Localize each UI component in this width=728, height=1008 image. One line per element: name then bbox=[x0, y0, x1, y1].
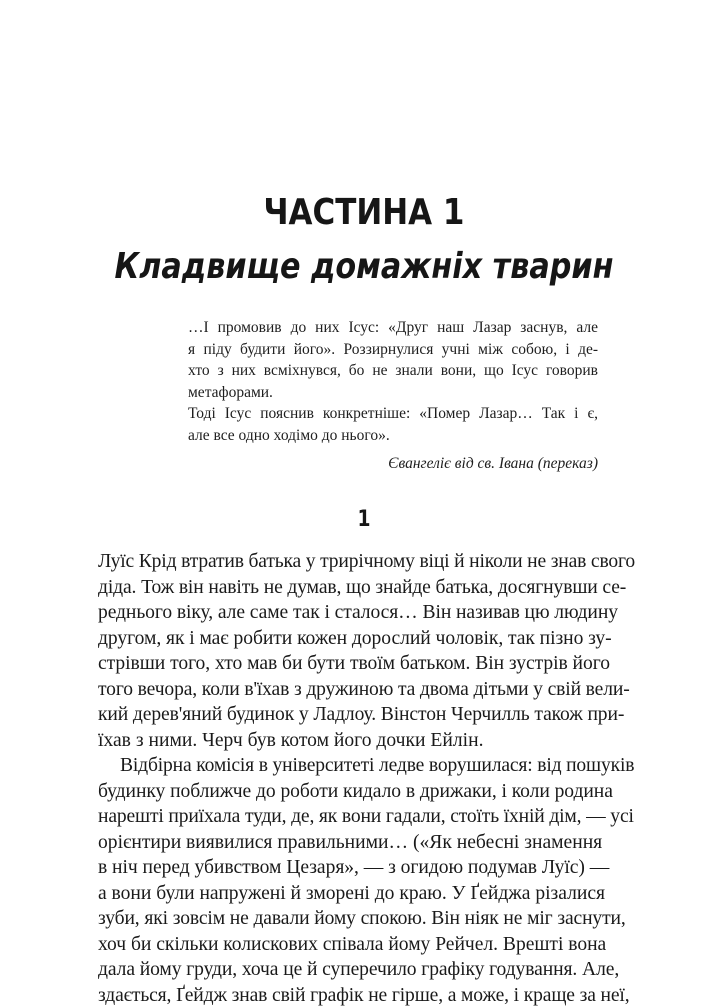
body-line: діда. Тож він навіть не думав, що знайде батька, досягнувши се- bbox=[98, 575, 600, 601]
body-line: того вечора, коли в'їхав з дружиною та двома дітьми у свій вели- bbox=[98, 677, 600, 703]
epigraph-line: але все одно ходімо до нього». bbox=[188, 425, 598, 447]
body-line: їхав з ними. Черч був котом його дочки Ейлін. bbox=[98, 728, 600, 754]
body-line: Відбірна комісія в університеті ледве ворушилася: від пошуків bbox=[98, 753, 600, 779]
body-line: дала йому груди, хоча це й суперечило графіку годування. Але, bbox=[98, 957, 600, 983]
part-heading: ЧАСТИНА 1 bbox=[51, 192, 677, 233]
chapter-number: 1 bbox=[55, 507, 674, 532]
body-line: а вони були напружені й зморені до краю. У Ґейджа різалися bbox=[98, 881, 600, 907]
body-line: стрівши того, хто мав би бути твоїм батьком. Він зустрів його bbox=[98, 651, 600, 677]
epigraph-line: я піду будити його». Роззирнулися учні між собою, і де- bbox=[188, 339, 598, 361]
body-line: нарешті приїхала туди, де, як вони гадали, стоїть їхній дім, — усі bbox=[98, 804, 600, 830]
epigraph-attribution: Євангеліє від св. Івана (переказ) bbox=[388, 455, 598, 473]
epigraph-line: …І промовив до них Ісус: «Друг наш Лазар заснув, але bbox=[188, 317, 598, 339]
epigraph-line: метафорами. bbox=[188, 382, 598, 404]
body-line: будинку поближче до роботи кидало в дрижаки, і коли родина bbox=[98, 779, 600, 805]
chapter-body bbox=[98, 549, 600, 1008]
body-line: орієнтири виявилися правильними… («Як небесні знамення bbox=[98, 830, 600, 856]
body-line: хоч би скільки колискових співала йому Рейчел. Врешті вона bbox=[98, 932, 600, 958]
body-line: в ніч перед убивством Цезаря», — з огидою подумав Луїс) — bbox=[98, 855, 600, 881]
part-title: Кладвище домажніх тварин bbox=[58, 246, 670, 287]
body-line: здається, Ґейдж знав свій графік не гірше, а може, і краще за неї, bbox=[98, 983, 600, 1008]
epigraph bbox=[188, 317, 598, 446]
epigraph-line: хто з них всміхнувся, бо не знали вони, що Ісус говорив bbox=[188, 360, 598, 382]
body-line: кий дерев'яний будинок у Ладлоу. Вінстон Черчилль також при- bbox=[98, 702, 600, 728]
body-line: Луїс Крід втратив батька у трирічному віці й ніколи не знав свого bbox=[98, 549, 600, 575]
epigraph-line: Тоді Ісус пояснив конкретніше: «Помер Лазар… Так і є, bbox=[188, 403, 598, 425]
body-line: другом, як і має робити кожен дорослий чоловік, так пізно зу- bbox=[98, 626, 600, 652]
body-line: реднього віку, але саме так і сталося… Він називав цю людину bbox=[98, 600, 600, 626]
body-line: зуби, які зовсім не давали йому спокою. Він ніяк не міг заснути, bbox=[98, 906, 600, 932]
